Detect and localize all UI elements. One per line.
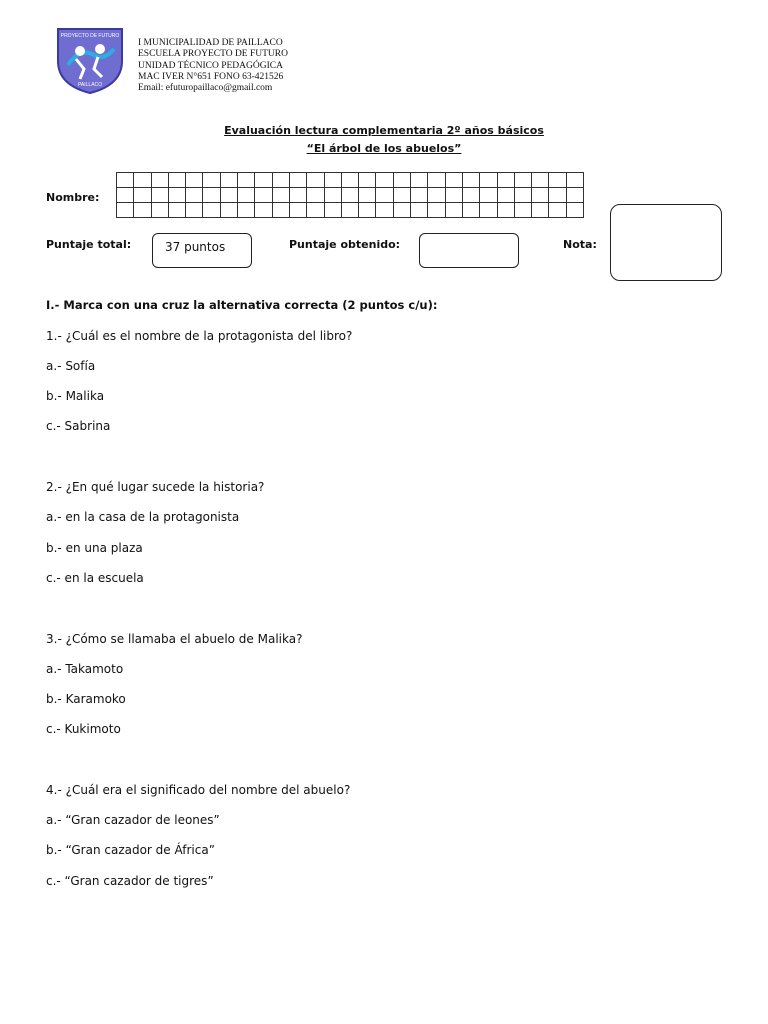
logo-text-top: PROYECTO DE FUTURO	[60, 33, 120, 39]
name-grid-cell[interactable]	[393, 173, 410, 188]
grade-label: Nota:	[563, 238, 597, 251]
name-grid-cell[interactable]	[376, 203, 393, 218]
name-grid-cell[interactable]	[272, 173, 289, 188]
name-grid-cell[interactable]	[376, 188, 393, 203]
name-grid-cell[interactable]	[220, 173, 237, 188]
name-grid-cell[interactable]	[445, 173, 462, 188]
grade-box[interactable]	[610, 204, 722, 281]
name-grid-cell[interactable]	[238, 203, 255, 218]
name-grid-cell[interactable]	[151, 203, 168, 218]
name-grid-cell[interactable]	[134, 188, 151, 203]
name-grid-cell[interactable]	[117, 203, 134, 218]
name-grid-cell[interactable]	[220, 203, 237, 218]
name-grid-cell[interactable]	[220, 188, 237, 203]
logo-text-bottom: PAILLACO	[77, 82, 103, 88]
name-grid-cell[interactable]	[428, 173, 445, 188]
name-grid-cell[interactable]	[289, 203, 306, 218]
name-grid-cell[interactable]	[462, 188, 479, 203]
school-line: MAC IVER N°651 FONO 63-421526	[138, 71, 284, 82]
name-grid-cell[interactable]	[341, 203, 358, 218]
name-grid-cell[interactable]	[134, 173, 151, 188]
name-grid-cell[interactable]	[566, 203, 583, 218]
name-grid-cell[interactable]	[514, 203, 531, 218]
obtained-score-box[interactable]	[419, 233, 519, 268]
name-grid-cell[interactable]	[532, 188, 549, 203]
name-grid-cell[interactable]	[549, 173, 566, 188]
option-1c[interactable]: c.- Sabrina	[46, 419, 111, 433]
name-grid-cell[interactable]	[186, 203, 203, 218]
name-grid-cell[interactable]	[428, 188, 445, 203]
question-2: 2.- ¿En qué lugar sucede la historia?	[46, 480, 265, 494]
name-grid-cell[interactable]	[341, 188, 358, 203]
name-grid-cell[interactable]	[289, 188, 306, 203]
name-grid-cell[interactable]	[480, 188, 497, 203]
name-grid-cell[interactable]	[393, 203, 410, 218]
name-grid-cell[interactable]	[566, 188, 583, 203]
school-info	[138, 38, 288, 94]
name-grid-cell[interactable]	[532, 173, 549, 188]
name-grid-cell[interactable]	[359, 188, 376, 203]
name-grid-cell[interactable]	[359, 173, 376, 188]
name-grid-cell[interactable]	[117, 173, 134, 188]
question-3: 3.- ¿Cómo se llamaba el abuelo de Malika?	[46, 632, 303, 646]
name-grid-cell[interactable]	[497, 188, 514, 203]
section-instruction: I.- Marca con una cruz la alternativa correcta (2 puntos c/u):	[46, 298, 438, 312]
name-grid-cell[interactable]	[255, 188, 272, 203]
name-grid-cell[interactable]	[411, 173, 428, 188]
school-line: ESCUELA PROYECTO DE FUTURO	[138, 49, 288, 60]
name-grid-cell[interactable]	[445, 188, 462, 203]
obtained-score-label: Puntaje obtenido:	[289, 238, 401, 251]
name-grid[interactable]	[116, 172, 584, 218]
name-grid-cell[interactable]	[480, 203, 497, 218]
name-grid-cell[interactable]	[324, 173, 341, 188]
school-logo-shield	[54, 25, 126, 95]
name-grid-cell[interactable]	[307, 203, 324, 218]
name-grid-cell[interactable]	[186, 173, 203, 188]
option-4a[interactable]: a.- “Gran cazador de leones”	[46, 813, 220, 827]
book-title: “El árbol de los abuelos”	[306, 142, 462, 155]
question-1: 1.- ¿Cuál es el nombre de la protagonista del libro?	[46, 329, 353, 343]
name-grid-cell[interactable]	[307, 173, 324, 188]
evaluation-title: Evaluación lectura complementaria 2º años básicos	[224, 124, 544, 137]
question-4: 4.- ¿Cuál era el significado del nombre del abuelo?	[46, 783, 351, 797]
option-2c[interactable]: c.- en la escuela	[46, 571, 144, 585]
option-4c[interactable]: c.- “Gran cazador de tigres”	[46, 874, 214, 888]
name-grid-cell[interactable]	[203, 203, 220, 218]
name-grid-cell[interactable]	[272, 203, 289, 218]
name-grid-cell[interactable]	[514, 173, 531, 188]
total-score-box	[152, 233, 252, 268]
name-grid-cell[interactable]	[238, 188, 255, 203]
name-grid-cell[interactable]	[497, 173, 514, 188]
name-grid-cell[interactable]	[203, 188, 220, 203]
name-grid-cell[interactable]	[480, 173, 497, 188]
option-2a[interactable]: a.- en la casa de la protagonista	[46, 510, 240, 524]
name-grid-cell[interactable]	[411, 188, 428, 203]
name-grid-cell[interactable]	[393, 188, 410, 203]
name-grid-cell[interactable]	[168, 203, 185, 218]
total-score-label: Puntaje total:	[46, 238, 132, 251]
name-grid-cell[interactable]	[411, 203, 428, 218]
name-grid-cell[interactable]	[134, 203, 151, 218]
name-grid-cell[interactable]	[168, 188, 185, 203]
school-line: UNIDAD TÉCNICO PEDAGÓGICA	[138, 60, 283, 71]
name-grid-cell[interactable]	[255, 173, 272, 188]
name-grid-cell[interactable]	[168, 173, 185, 188]
total-score-value: 37 puntos	[165, 240, 226, 254]
name-label: Nombre:	[46, 191, 100, 204]
name-grid-cell[interactable]	[238, 173, 255, 188]
name-grid-cell[interactable]	[376, 173, 393, 188]
name-grid-cell[interactable]	[324, 188, 341, 203]
name-grid-cell[interactable]	[186, 188, 203, 203]
option-1b[interactable]: b.- Malika	[46, 389, 105, 403]
option-3c[interactable]: c.- Kukimoto	[46, 722, 121, 736]
name-grid-cell[interactable]	[549, 203, 566, 218]
name-grid-cell[interactable]	[462, 173, 479, 188]
option-4b[interactable]: b.- “Gran cazador de África”	[46, 843, 215, 857]
name-grid-cell[interactable]	[549, 188, 566, 203]
name-grid-cell[interactable]	[117, 188, 134, 203]
name-grid-cell[interactable]	[255, 203, 272, 218]
name-grid-cell[interactable]	[203, 173, 220, 188]
school-line: I MUNICIPALIDAD DE PAILLACO	[138, 38, 283, 48]
option-3b[interactable]: b.- Karamoko	[46, 692, 126, 706]
option-3a[interactable]: a.- Takamoto	[46, 662, 124, 676]
name-grid-cell[interactable]	[307, 188, 324, 203]
name-grid-cell[interactable]	[514, 188, 531, 203]
name-grid-cell[interactable]	[445, 203, 462, 218]
name-grid-cell[interactable]	[151, 173, 168, 188]
name-grid-cell[interactable]	[151, 188, 168, 203]
name-grid-cell[interactable]	[532, 203, 549, 218]
name-grid-cell[interactable]	[428, 203, 445, 218]
school-logo	[54, 25, 126, 95]
name-grid-cell[interactable]	[359, 203, 376, 218]
name-grid-cell[interactable]	[341, 173, 358, 188]
name-grid-cell[interactable]	[497, 203, 514, 218]
name-grid-cell[interactable]	[462, 203, 479, 218]
option-1a[interactable]: a.- Sofía	[46, 359, 96, 373]
name-grid-cell[interactable]	[324, 203, 341, 218]
name-grid-cell[interactable]	[272, 188, 289, 203]
school-line: Email: efuturopaillaco@gmail.com	[138, 83, 273, 94]
name-grid-cell[interactable]	[566, 173, 583, 188]
option-2b[interactable]: b.- en una plaza	[46, 541, 143, 555]
name-grid-cell[interactable]	[289, 173, 306, 188]
